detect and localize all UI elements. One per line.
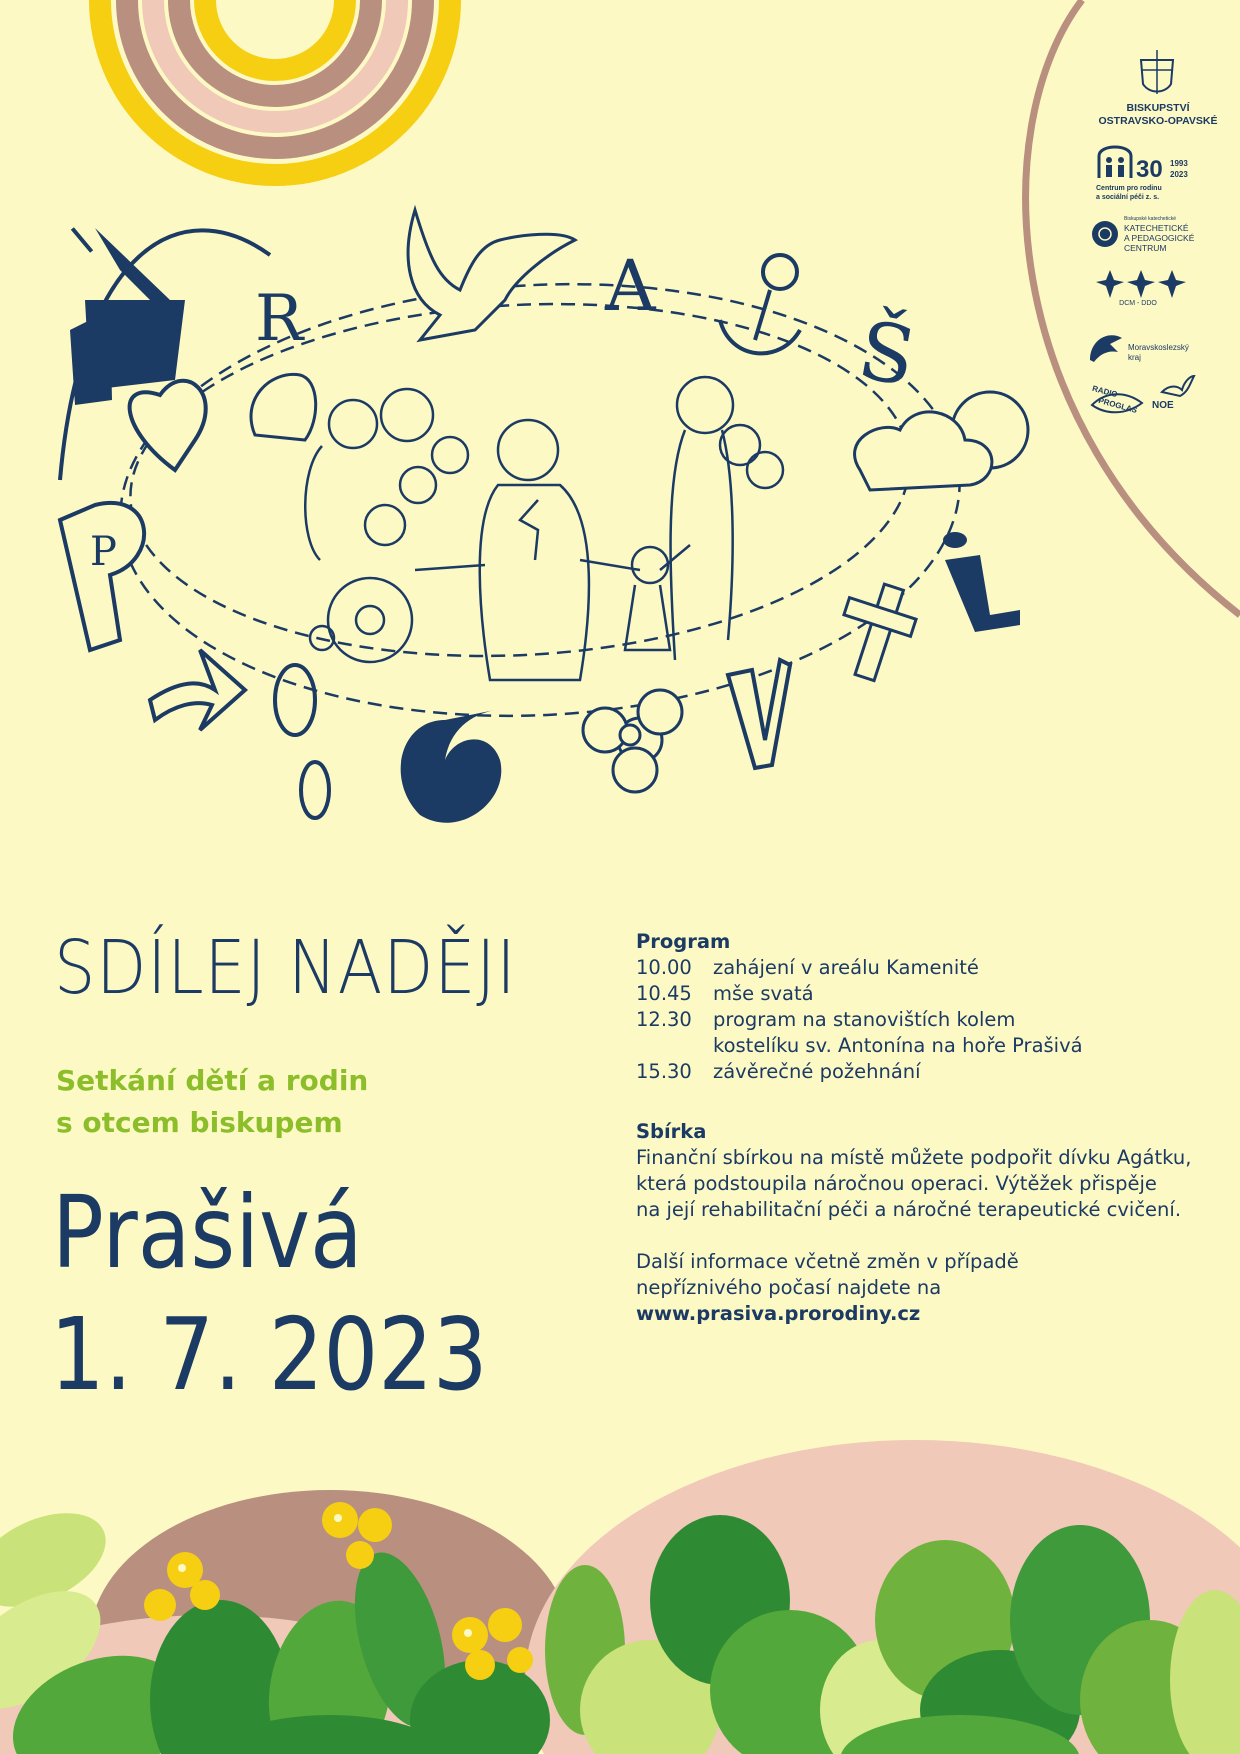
sun-cloud-icon (855, 392, 1028, 490)
program-text: program na stanovištích kolem kostelíku sv. Antonína na hoře Prašivá (713, 1008, 1083, 1057)
sbirka-text: Finanční sbírkou na místě můžete podpořit dívku Agátku, která podstoupila náročnou operaci. Výtěžek přispěje na její rehabilitační péči a náročné terapeutické cvičení. (636, 1146, 1192, 1221)
program-time: 10.45 (636, 982, 692, 1005)
church-icon (70, 227, 185, 405)
footprint-icon (275, 665, 329, 818)
sbirka-heading: Sbírka (636, 1120, 707, 1143)
program-time: 15.30 (636, 1060, 692, 1083)
family-house-icon (1096, 140, 1134, 180)
program-text: závěrečné požehnání (713, 1060, 921, 1083)
cross-icon (844, 584, 916, 681)
letter-s-icon: Š (851, 303, 922, 405)
program-heading: Program (636, 930, 731, 953)
dove-icon (408, 210, 575, 340)
bishopric-coat-of-arms-icon (1135, 48, 1179, 98)
anniversary-number: 30 (1136, 156, 1163, 183)
heart-icon (130, 381, 206, 470)
dcm-stars-icon (1096, 268, 1186, 300)
website-link[interactable]: www.prasiva.prorodiny.cz (636, 1302, 921, 1325)
bishopric-label: BISKUPSTVÍ OSTRAVSKO-OPAVSKÉ (1098, 102, 1218, 127)
moravskoslezsky-kraj-icon (1088, 330, 1124, 364)
kpc-small-label: Biskupské katechetické (1124, 216, 1176, 222)
shell-icon (251, 374, 316, 440)
svg-text:P: P (90, 529, 117, 575)
proglas-label: PROGLAS (1097, 396, 1139, 415)
noe-label: NOE (1152, 400, 1174, 411)
program-text: zahájení v areálu Kamenité (713, 956, 979, 979)
rainbow-icon (100, 0, 450, 175)
program-time: 10.00 (636, 956, 692, 979)
noe-dove-icon (1160, 374, 1196, 400)
kpc-emblem-icon (1090, 219, 1120, 249)
letter-r-icon: R (255, 282, 304, 356)
arrow-icon (150, 650, 245, 730)
event-subtitle: Setkání dětí a rodin s otcem biskupem (56, 1064, 369, 1139)
dcm-label: DCM - DDO (1119, 300, 1157, 307)
radio-label: RADIO (1091, 383, 1119, 400)
program-text: mše svatá (713, 982, 814, 1005)
event-date: 1. 7. 2023 (50, 1296, 488, 1413)
people-group-icon (305, 377, 783, 680)
anniversary-years: 1993 2023 (1170, 159, 1188, 179)
letter-a-icon: A (605, 245, 656, 327)
program-time: 12.30 (636, 1008, 692, 1031)
centrum-caption: Centrum pro rodinu a sociální péči z. s. (1096, 185, 1162, 201)
more-info-text: Další informace včetně změn v případě nepříznivého počasí najdete na (636, 1250, 1019, 1299)
moravskoslezsky-kraj-label: Moravskoslezský kraj (1128, 343, 1189, 362)
kpc-label: KATECHETICKÉ A PEDAGOGICKÉ CENTRUM (1124, 223, 1195, 253)
number-six-icon (401, 710, 502, 823)
event-place: Prašivá (52, 1174, 363, 1291)
event-title: SDÍLEJ NADĚJI (54, 925, 517, 1011)
anchor-icon (720, 255, 800, 353)
orbit-lines (109, 263, 970, 736)
letter-p-icon (60, 503, 144, 650)
letter-i-icon (943, 532, 1020, 632)
corner-arc (1026, 0, 1240, 615)
